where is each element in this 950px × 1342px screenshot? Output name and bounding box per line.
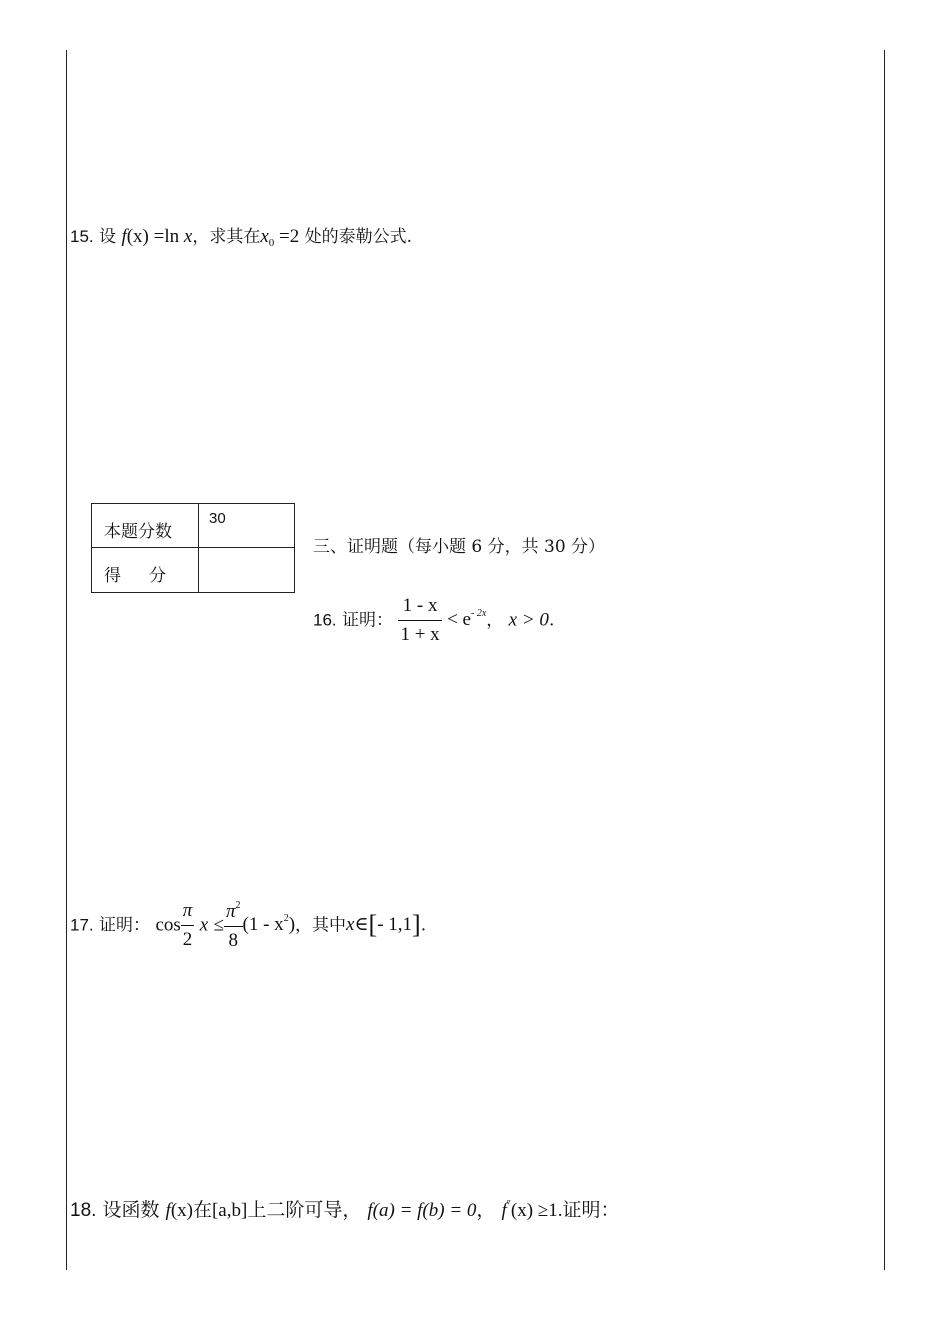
score-total-label: 本题分数 [104, 522, 172, 542]
question-17 [70, 900, 426, 952]
q17-paren: $(1 - x^2)$ [242, 913, 296, 936]
q18-condition-2: f″(x) ≥1. [501, 1199, 563, 1221]
q16-denominator: 1 + x [398, 620, 441, 646]
q18-interval: [a,b] [211, 1200, 248, 1221]
score-row-total [92, 504, 294, 548]
q17-cos: cos [155, 914, 181, 936]
score-earned-value[interactable] [199, 548, 294, 593]
q16-fraction [398, 596, 441, 646]
q17-interval: x∈[- 1,1] [346, 910, 421, 940]
q16-end: . [548, 610, 555, 631]
q15-text-after: 处的泰勒公式. [304, 227, 413, 247]
q18-condition-1: f(a) = f(b) = 0 [367, 1200, 477, 1221]
q16-numerator: 1 - x [402, 595, 438, 616]
q15-point: $x_0 =2$ [260, 226, 300, 249]
q16-inequality: < $e^{- 2x}$ [447, 608, 487, 631]
q17-fraction-2: $\frac{\pi^2}{8}$ [226, 900, 241, 951]
question-18 [70, 1200, 620, 1220]
q16-comma: ， [486, 610, 504, 631]
q18-text-1: 设函数 [102, 1199, 160, 1221]
q16-condition: x > 0 [508, 609, 549, 631]
q15-text-mid: ，求其在 [192, 227, 261, 247]
section-3-title: 三、证明题（每小题 6 分，共 30 分） [313, 537, 606, 557]
score-earned-label: 得分 [104, 566, 194, 586]
q18-text-2: 在 [192, 1199, 212, 1221]
q16-prefix: 证明： [342, 610, 394, 631]
q17-number: 17. [70, 915, 94, 935]
q15-number: 15. [70, 227, 94, 246]
q17-end: . [420, 915, 427, 936]
score-row-earned [92, 548, 294, 593]
q18-text-4: 证明： [562, 1199, 620, 1221]
score-table [91, 503, 295, 593]
score-table-divider [198, 504, 199, 592]
question-15 [70, 227, 412, 249]
score-total-value: 30 [209, 510, 226, 527]
q17-x: x [199, 914, 209, 936]
q17-prefix: 证明： [99, 915, 151, 936]
left-margin-rule [66, 50, 67, 1270]
q17-text-mid: ，其中 [295, 915, 347, 936]
q16-number: 16. [313, 610, 337, 630]
q17-leq: ≤ [213, 914, 224, 936]
q15-formula: f(x) =ln x [121, 226, 193, 247]
q17-fraction-1: $\frac{\pi}{2}$ [182, 900, 193, 950]
question-16 [313, 596, 554, 646]
q18-text-3: 上二阶可导， [247, 1199, 362, 1221]
q18-function: f(x) [165, 1200, 193, 1221]
right-margin-rule [884, 50, 885, 1270]
q15-text-before: 设 [99, 227, 117, 247]
q18-comma: ， [476, 1199, 496, 1221]
q18-number: 18. [70, 1200, 97, 1221]
